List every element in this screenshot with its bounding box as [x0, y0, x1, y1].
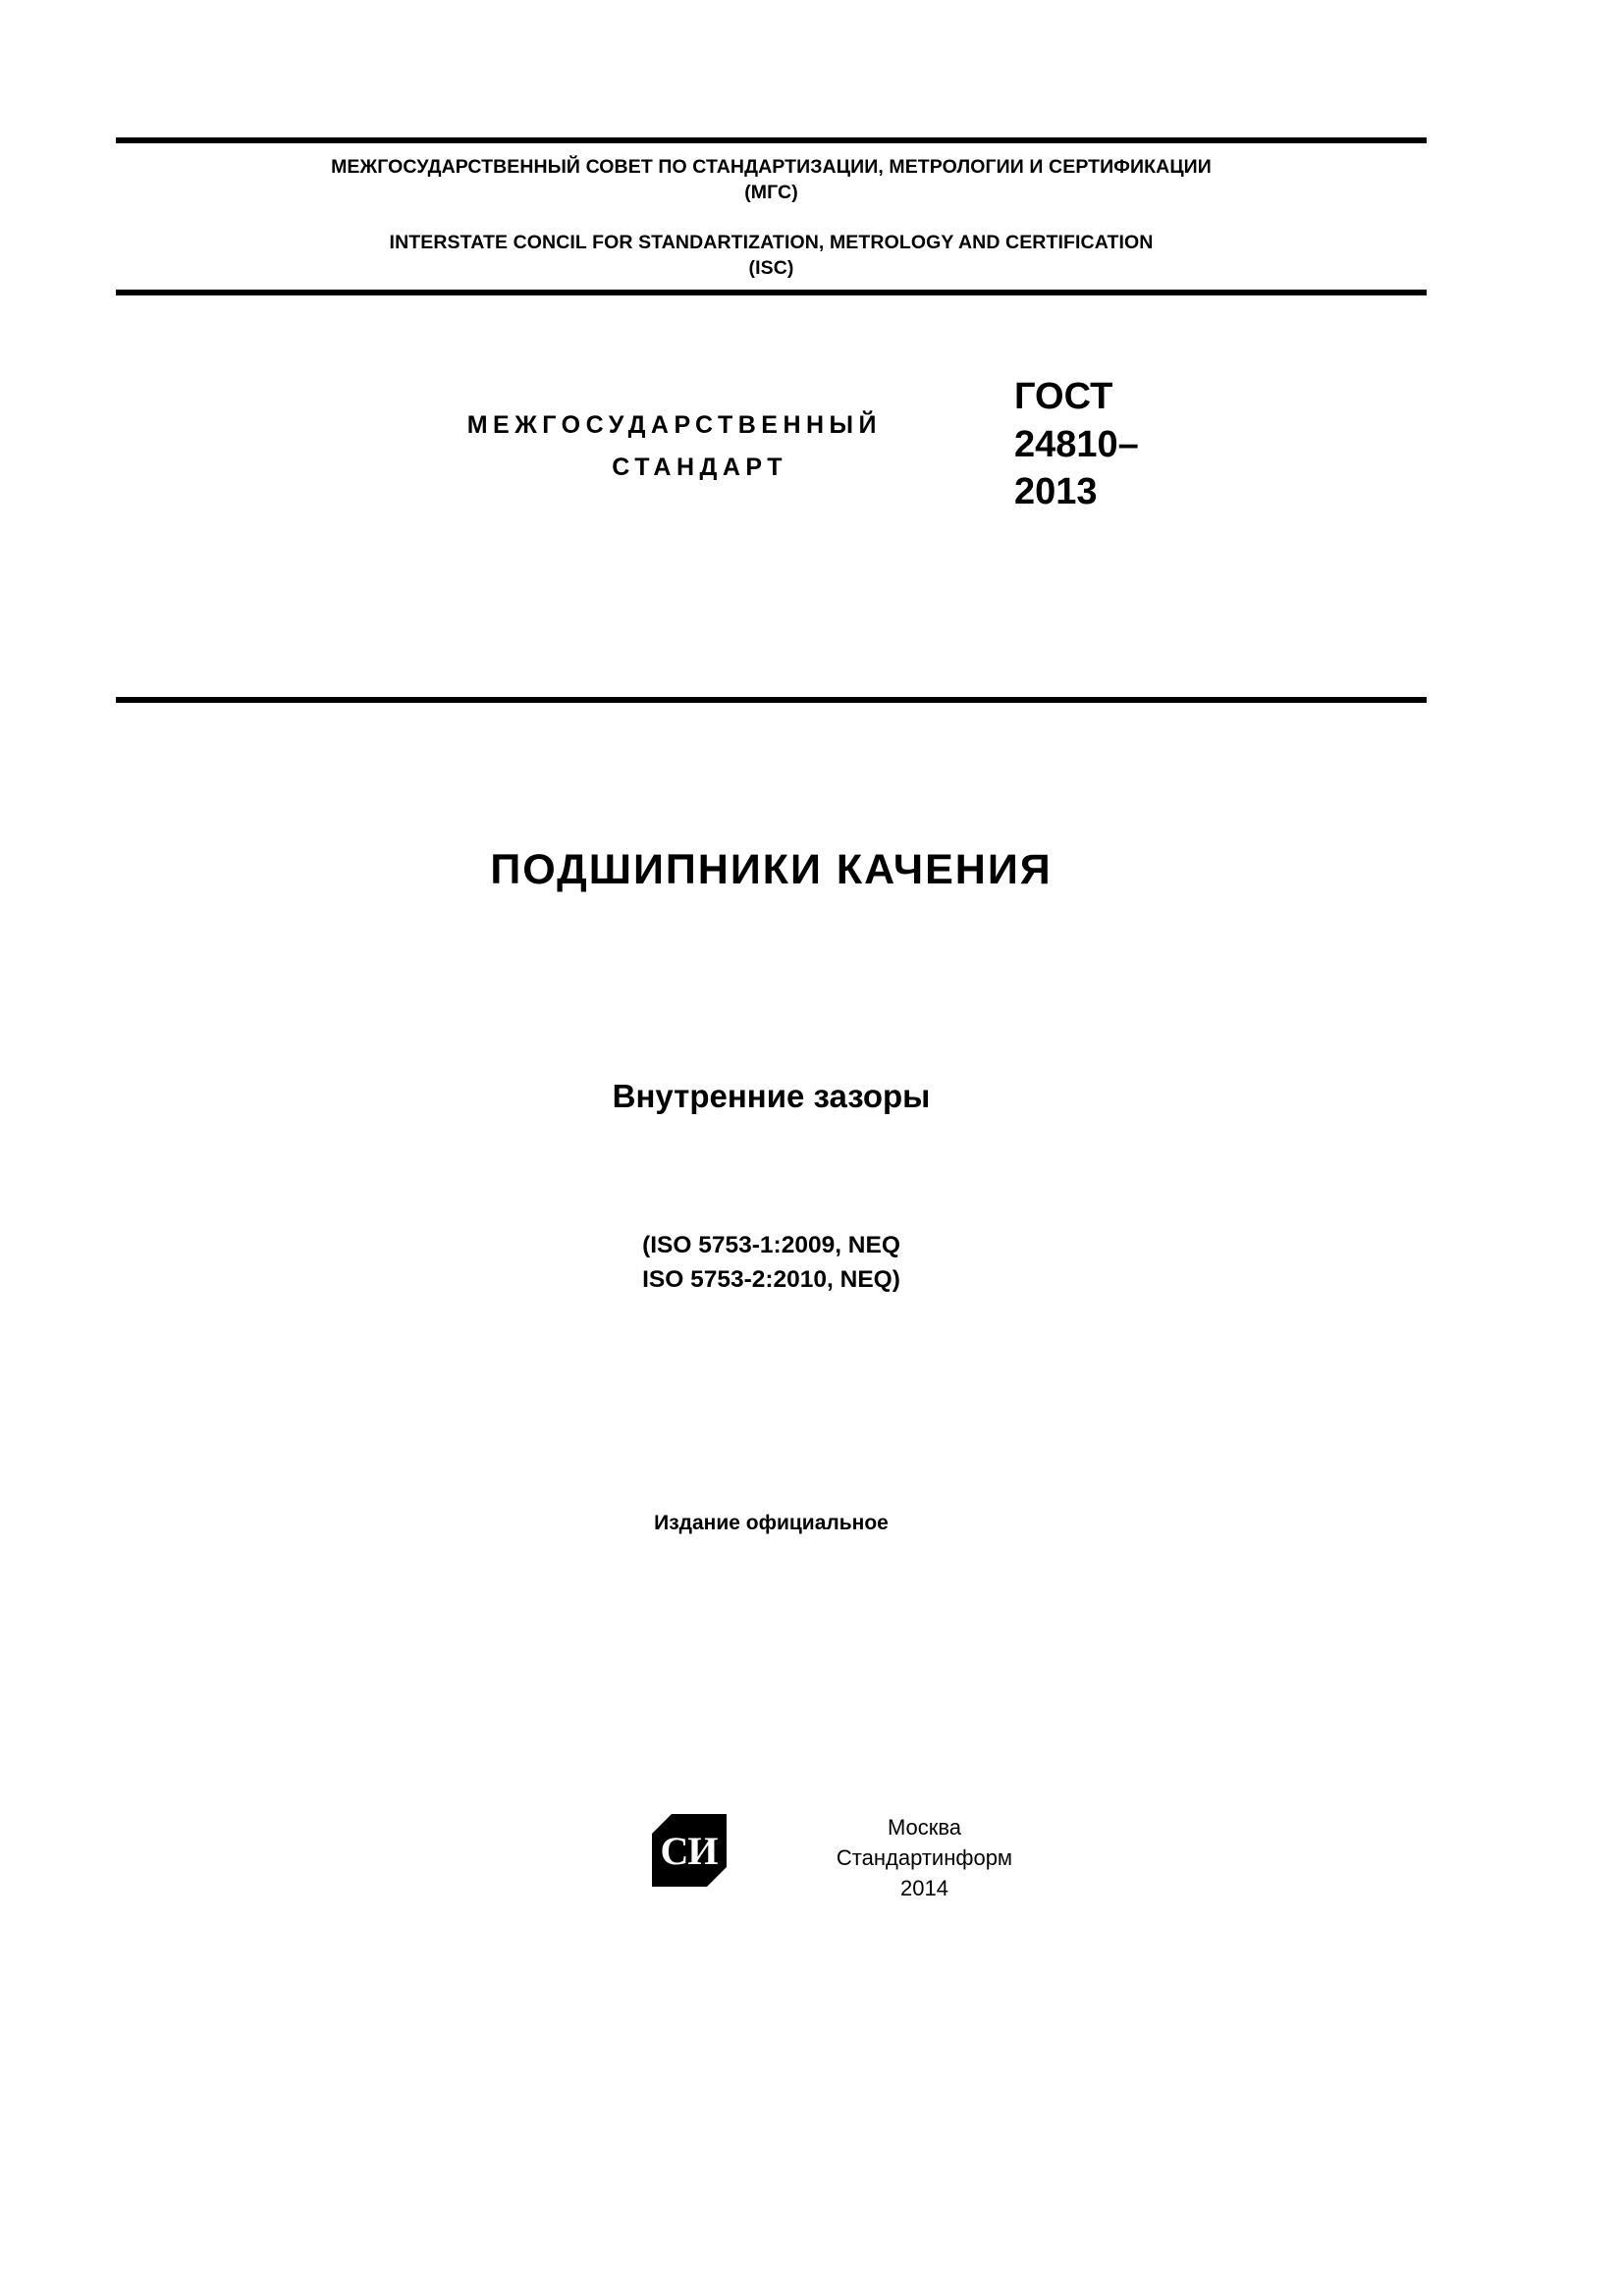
- publisher-imprint: [797, 1806, 1053, 1904]
- standard-kind: [116, 373, 901, 487]
- standard-number-line2: 24810–: [1014, 423, 1139, 465]
- iso-reference-line2: ISO 5753-2:2010, NEQ): [642, 1265, 900, 1293]
- organization-abbr-en: (ISC): [748, 257, 794, 280]
- standard-designation-row: [116, 373, 1427, 516]
- organization-name-en-line1: INTERSTATE CONCIL FOR STANDARTIZATION, METROLOGY AND CERTIFICATION: [389, 232, 1154, 254]
- separator-rule: [116, 697, 1427, 703]
- standartinform-logo-icon: [652, 1814, 727, 1887]
- standard-number-line3: 2013: [1014, 471, 1098, 513]
- page-subtitle: Внутренние зазоры: [612, 1078, 931, 1114]
- page-content: [116, 0, 1427, 2296]
- organization-header-text: [116, 143, 1427, 290]
- organization-header: [116, 137, 1427, 295]
- standard-kind-line2: СТАНДАРТ: [612, 453, 787, 481]
- document-footer: [116, 1806, 1427, 1904]
- publication-year: 2014: [900, 1876, 948, 1901]
- iso-reference-line1: (ISO 5753-1:2009, NEQ: [642, 1232, 900, 1258]
- organization-abbr-ru: (МГС): [744, 181, 798, 203]
- iso-reference: [116, 1229, 1427, 1298]
- organization-name-ru-line1: МЕЖГОСУДАРСТВЕННЫЙ СОВЕТ ПО СТАНДАРТИЗАЦИИ, МЕТРОЛОГИИ И СЕРТИФИКАЦИИ: [331, 156, 1212, 178]
- publisher-city: Москва: [887, 1815, 962, 1840]
- publisher-name: Стандартинформ: [836, 1845, 1013, 1871]
- header-bottom-rule: [116, 290, 1427, 295]
- edition-note: Издание официальное: [654, 1512, 889, 1534]
- page-title: ПОДШИПНИКИ КАЧЕНИЯ: [490, 846, 1053, 893]
- standard-number-line1: ГОСТ: [1014, 376, 1113, 417]
- publisher-logo-wrap: [491, 1806, 797, 1887]
- logo-glyph-text: СИ: [660, 1828, 718, 1873]
- standard-number: [975, 373, 1427, 516]
- standard-kind-line1: МЕЖГОСУДАРСТВЕННЫЙ: [466, 411, 882, 439]
